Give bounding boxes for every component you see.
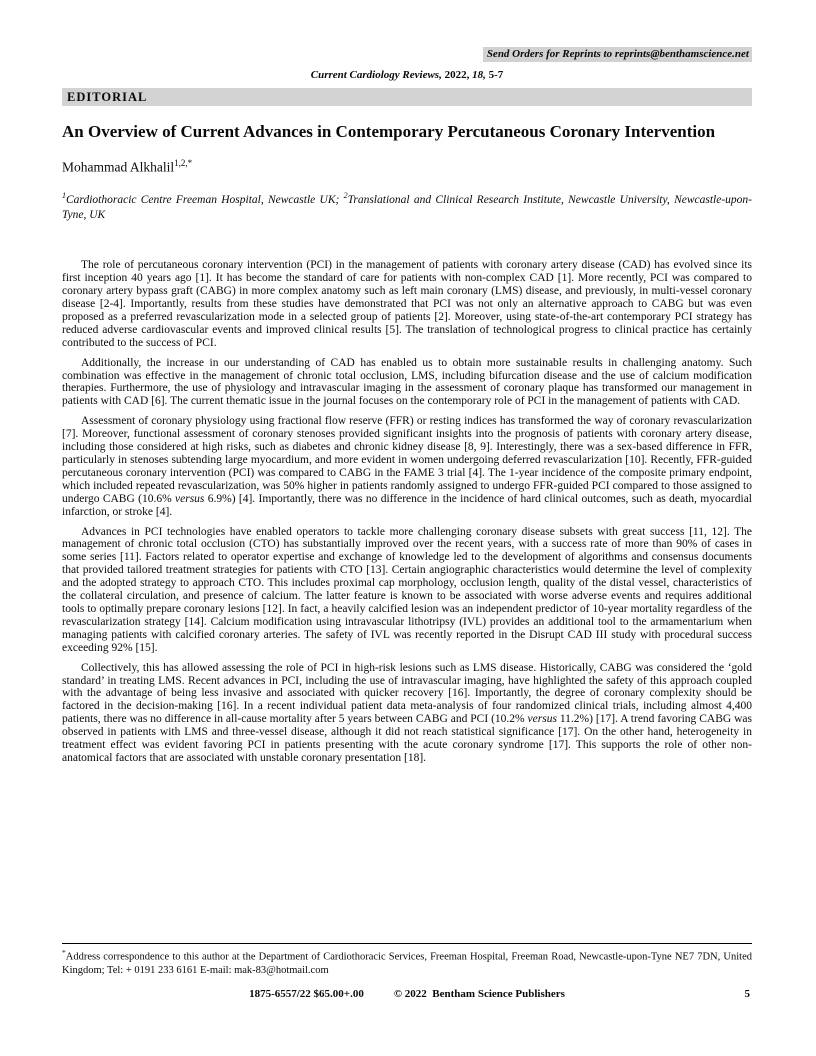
paragraph-text: Additionally, the increase in our understanding of CAD has enabled us to obtain more sustainable results in challenging anatomy. Such combination was effective in the management of chronic total occlusion, LMS, including bifurcation disease and the use of calcium modification therapies. Furthermore, the use of physiology and intravascular imaging in the assessment of coronary plaque has transformed our management in patients with CAD [6]. The current thematic issue in the journal focuses on the contemporary role of PCI in the management of patients with CAD. bbox=[62, 356, 752, 408]
affiliation-2: Translational and Clinical Research Institute, Newcastle University, Newcastle-upon-Tyne, UK bbox=[62, 193, 752, 221]
emphasized-text: versus bbox=[175, 492, 205, 505]
author-superscript: 1,2,* bbox=[174, 158, 193, 168]
issn-price: 1875-6557/22 $65.00+.00 bbox=[249, 988, 364, 1000]
affiliation-1-marker: 1 bbox=[62, 190, 66, 200]
journal-year: 2022, bbox=[441, 69, 473, 81]
paragraph-text: 11.2%) [17]. A trend favoring CABG was observed in patients with LMS and three-vessel disease, although it did not reach statistical significance [17]. On the other hand, heterogeneity in treatment effect was evident favoring PCI in patients presenting with the acute coronary syndrome [17]. This supports the role of other non-anatomical factors that are associated with unstable coronary presentation [18]. bbox=[62, 713, 752, 764]
paragraph-text: Advances in PCI technologies have enabled operators to tackle more challenging coronary disease subsets with great success [11, 12]. The management of chronic total occlusion (CTO) has substantially improved over the recent years, with a success rate of more than 90% of cases in some series [11]. Factors related to operator expertise and exchange of knowledge led to the development of algorithms and consensus documents that provided tailored treatment strategies for patients with CTO [13]. Certain angiographic characteristics would determine the level of complexity and the adopted strategy to approach CTO. This includes proximal cap morphology, occlusion length, quality of the distal vessel, characteristics of the collateral circulation, and presence of calcium. The latter feature is known to be associated with worse adverse events and requires additional tools to optimally prepare coronary lesions [12]. In fact, a heavily calcified lesion was an independent predictor of 10-year mortality regardless of the revascularization strategy [14]. Calcium modification using intravascular lithotripsy (IVL) provides an additional tool to the armamentarium when managing patients with calcified coronary arteries. The safety of IVL was recently reported in the Disrupt CAD III study with procedural success exceeding 92% [15]. bbox=[62, 525, 752, 654]
author-name: Mohammad Alkhalil bbox=[62, 159, 175, 175]
emphasized-text: versus bbox=[527, 713, 557, 726]
affiliation-2-marker: 2 bbox=[343, 190, 348, 200]
footnote-marker: * bbox=[62, 948, 66, 957]
journal-name: Current Cardiology Reviews, bbox=[310, 69, 442, 81]
article-title: An Overview of Current Advances in Contemporary Percutaneous Coronary Intervention bbox=[62, 122, 716, 141]
section-label-bar bbox=[62, 88, 752, 106]
footnote-text: Address correspondence to this author at the Department of Cardiothoracic Services, Freeman Hospital, Freeman Road, Newcastle-upon-Tyne NE7 7DN, United Kingdom; Tel: + 0191 233 6161 E-mail: mak-83@hotmail.com bbox=[62, 951, 752, 976]
journal-pages: 5-7 bbox=[485, 69, 504, 81]
paragraph-text: Collectively, this has allowed assessing the role of PCI in high-risk lesions such as LMS disease. Historically, CABG was considered the ‘gold standard’ in treating LMS. Recent advances in PCI, including the use of intravascular imaging, have highlighted the safety of this approach coupled with the advantage of being less invasive and associated with quicker recovery [16]. Importantly, the degree of coronary complexity should be factored in the decision-making [16]. In a recent individual patient data meta-analysis of four randomized clinical trials, including almost 4,400 patients, there was no difference in all-cause mortality after 5 years between CABG and PCI (10.2% bbox=[62, 661, 752, 726]
body-paragraph bbox=[62, 526, 752, 655]
copyright-notice: © 2022 Bentham Science Publishers bbox=[393, 988, 565, 1000]
page-number: 5 bbox=[744, 988, 750, 1000]
footer-center bbox=[62, 988, 752, 1001]
reprint-row bbox=[62, 46, 752, 62]
body-paragraph bbox=[62, 357, 752, 409]
affiliations bbox=[62, 188, 752, 224]
paragraph-text: Assessment of coronary physiology using fractional flow reserve (FFR) or resting indices has transformed the way of coronary revascularization [7]. Moreover, functional assessment of coronary stenoses provided significant insights into the prognosis of patients with coronary artery disease, including those considered at high risks, such as diabetes and chronic kidney disease [8, 9]. Interestingly, there was a sex-based difference in FFR, particularly in stenoses subtending large myocardium, and more evident in women undergoing deferred revascularization [10]. Recently, FFR-guided percutaneous coronary intervention (PCI) was compared to CABG in the FAME 3 trial [4]. The 1-year incidence of the composite primary endpoint, which included repeated revascularization, was 50% higher in patients randomly assigned to undergo FFR-guided PCI compared to those assigned to undergo CABG (10.6% bbox=[62, 415, 752, 505]
reprint-notice: Send Orders for Reprints to reprints@benthamscience.net bbox=[483, 47, 752, 62]
section-label: EDITORIAL bbox=[67, 90, 148, 104]
body-paragraph bbox=[62, 415, 752, 518]
paragraph-text: The role of percutaneous coronary intervention (PCI) in the management of patients with coronary artery disease (CAD) has evolved since its first inception 40 years ago [1]. It has become the standard of care for patients with non-complex CAD [1]. More recently, PCI was compared to coronary artery bypass graft (CABG) in more complex anatomy such as left main coronary (LMS) disease, and previously, in multi-vessel coronary disease [2-4]. Importantly, results from these studies have demonstrated that PCI was not only an alternative approach to CABG but was even proposed as a preferred revascularization mode in a selected group of patients [2]. Moreover, using state-of-the-art contemporary PCI strategy has reduced adverse cardiovascular events and improved clinical results [5]. The translation of technological progress to clinical practice has certainly contributed to the success of PCI. bbox=[62, 259, 752, 349]
correspondence-footnote bbox=[62, 943, 752, 977]
journal-citation bbox=[62, 69, 752, 82]
author-line bbox=[62, 155, 752, 176]
article-body bbox=[62, 259, 752, 931]
affiliation-1: Cardiothoracic Centre Freeman Hospital, Newcastle UK; bbox=[66, 193, 344, 206]
page-footer bbox=[62, 988, 752, 1001]
journal-volume: 18, bbox=[472, 69, 486, 81]
body-paragraph bbox=[62, 662, 752, 765]
paragraph-text: 6.9%) [4]. Importantly, there was no difference in the incidence of hard clinical outcomes, such as death, myocardial infarction, or stroke [4]. bbox=[62, 492, 752, 518]
body-paragraph bbox=[62, 259, 752, 349]
